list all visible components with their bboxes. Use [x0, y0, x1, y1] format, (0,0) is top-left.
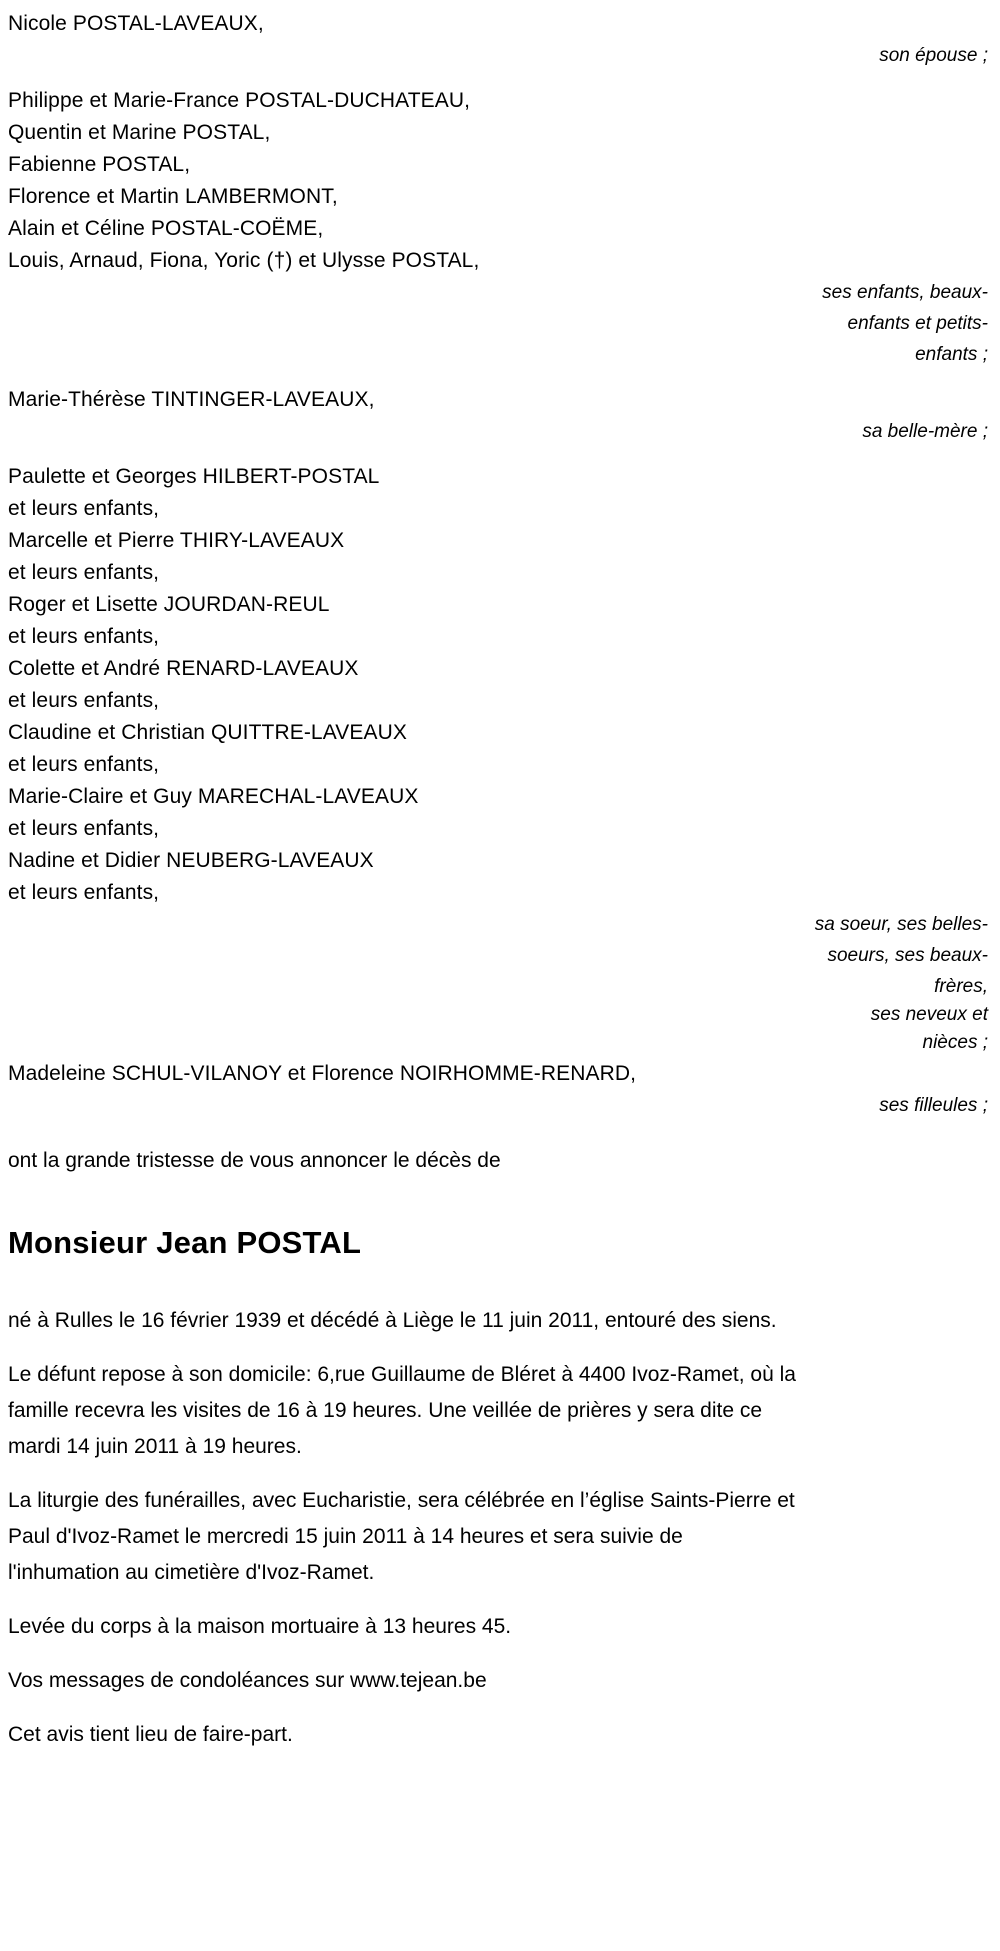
sibling-children: et leurs enfants, [8, 625, 160, 648]
mother-in-law-section [8, 384, 990, 416]
children-relation [738, 277, 990, 370]
announcement-intro: ont la grande tristesse de vous annoncer le décès de [8, 1149, 501, 1172]
siblings-relation-line: ses neveux et [870, 1004, 988, 1025]
spouse-name: Nicole POSTAL-LAVEAUX, [8, 12, 264, 35]
children-relation-line: ses enfants, beaux- [822, 282, 988, 303]
spouse-relation: son épouse ; [879, 45, 988, 66]
mother-in-law-relation: sa belle-mère ; [862, 421, 988, 442]
child-name: Alain et Céline POSTAL-COËME, [8, 217, 324, 240]
paragraph-notice-disclaimer: Cet avis tient lieu de faire-part. [8, 1723, 293, 1746]
children-relation-line: enfants ; [915, 344, 988, 365]
child-name: Florence et Martin LAMBERMONT, [8, 185, 338, 208]
sibling-children: et leurs enfants, [8, 689, 160, 712]
goddaughters-names: Madeleine SCHUL-VILANOY et Florence NOIRHOMME-RENARD, [8, 1062, 637, 1085]
sibling-children: et leurs enfants, [8, 497, 160, 520]
sibling-name: Nadine et Didier NEUBERG-LAVEAUX [8, 849, 374, 872]
sibling-name: Paulette et Georges HILBERT-POSTAL [8, 465, 380, 488]
child-name: Louis, Arnaud, Fiona, Yoric (†) et Ulysse POSTAL, [8, 249, 480, 272]
child-name: Quentin et Marine POSTAL, [8, 121, 271, 144]
deceased-name: Monsieur Jean POSTAL [8, 1225, 362, 1260]
paragraph-birth-death: né à Rulles le 16 février 1939 et décédé à Liège le 11 juin 2011, entouré des siens. [8, 1309, 777, 1332]
sibling-name: Marie-Claire et Guy MARECHAL-LAVEAUX [8, 785, 419, 808]
paragraph-condolences: Vos messages de condoléances sur www.tejean.be [8, 1669, 487, 1692]
spacer [8, 447, 990, 461]
siblings-relation-line: nièces ; [922, 1032, 988, 1053]
spacer [8, 1177, 990, 1223]
goddaughters-relation: ses filleules ; [879, 1095, 988, 1116]
children-section [8, 85, 990, 277]
spacer [8, 1121, 990, 1145]
siblings-relation [773, 909, 990, 1058]
sibling-children: et leurs enfants, [8, 817, 160, 840]
paragraph-body-removal: Levée du corps à la maison mortuaire à 13 heures 45. [8, 1615, 512, 1638]
sibling-children: et leurs enfants, [8, 753, 160, 776]
siblings-section [8, 461, 990, 909]
sibling-name: Marcelle et Pierre THIRY-LAVEAUX [8, 529, 345, 552]
spacer [8, 370, 990, 384]
siblings-relation-line: sa soeur, ses belles- [814, 914, 988, 935]
sibling-children: et leurs enfants, [8, 561, 160, 584]
mother-in-law-name: Marie-Thérèse TINTINGER-LAVEAUX, [8, 388, 375, 411]
child-name: Philippe et Marie-France POSTAL-DUCHATEAU, [8, 89, 471, 112]
child-name: Fabienne POSTAL, [8, 153, 191, 176]
sibling-children: et leurs enfants, [8, 881, 160, 904]
siblings-relation-line: frères, [934, 976, 988, 997]
sibling-name: Colette et André RENARD-LAVEAUX [8, 657, 359, 680]
goddaughters-section [8, 1058, 990, 1090]
spouse-section [8, 8, 990, 40]
spacer [8, 1263, 990, 1303]
paragraph-funeral: La liturgie des funérailles, avec Eucharistie, sera célébrée en l’église Saints-Pierre et Paul d'Ivoz-Ramet le mercredi 15 juin 2011 à 14 heures et sera suivie de l'inhumation au cimetière d'Ivoz-Ramet. [8, 1489, 795, 1584]
sibling-name: Claudine et Christian QUITTRE-LAVEAUX [8, 721, 407, 744]
sibling-name: Roger et Lisette JOURDAN-REUL [8, 593, 330, 616]
spacer [8, 71, 990, 85]
children-relation-line: enfants et petits- [847, 313, 988, 334]
paragraph-visitation: Le défunt repose à son domicile: 6,rue Guillaume de Bléret à 4400 Ivoz-Ramet, où la famille recevra les visites de 16 à 19 heures. Une veillée de prières y sera dite ce mardi 14 juin 2011 à 19 heures. [8, 1363, 796, 1458]
siblings-relation-line: soeurs, ses beaux- [827, 945, 988, 966]
